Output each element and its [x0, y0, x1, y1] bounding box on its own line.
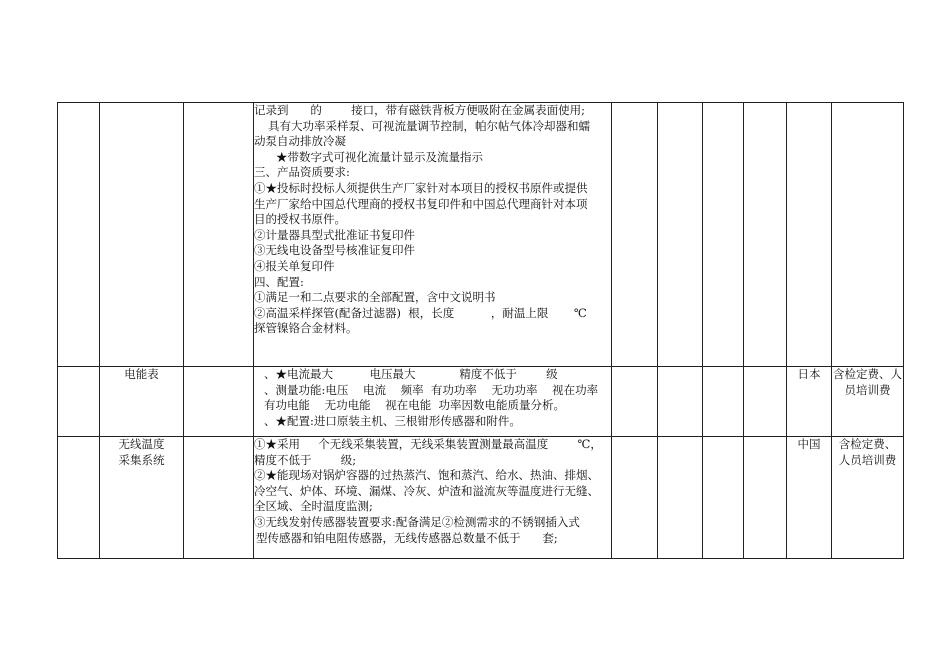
spec-line: 型传感器和铂电阻传感器，无线传感器总数量不低于 套;	[256, 530, 558, 545]
note-cell	[832, 103, 904, 367]
spec-line: 、测量功能:电压 电流 频率 有功功率 无功功率 视在功率	[264, 382, 599, 397]
spec-line: 动泵自动排放冷凝	[254, 134, 346, 149]
qty-cell	[612, 103, 658, 367]
spec-line: 目的授权书原件。	[254, 212, 346, 227]
seq-cell	[58, 103, 100, 367]
spec-line: 四、配置:	[254, 274, 304, 289]
spec-line: ②高温采样探管(配备过滤器) 根，长度 ，耐温上限 ℃	[254, 305, 587, 320]
spec-line: ④报关单复印件	[254, 258, 335, 273]
model-cell	[184, 367, 254, 437]
total-cell	[744, 103, 787, 367]
spec-line: 三、产品资质要求:	[254, 165, 350, 180]
item-name-cell	[100, 103, 184, 367]
qty-cell	[612, 367, 658, 437]
table-row	[58, 437, 904, 559]
origin-cell: 日本	[787, 367, 832, 437]
total-cell	[744, 367, 787, 437]
spec-line: 探管镍铬合金材料。	[254, 321, 358, 336]
item-name-cell: 无线温度采集系统	[100, 437, 184, 559]
price-cell	[703, 367, 744, 437]
spec-line: 具有大功率采样泵、可视流量调节控制，帕尔帖气体冷却器和蠕	[268, 118, 590, 133]
spec-cell	[254, 367, 612, 437]
origin-cell: 中国	[787, 437, 832, 559]
spec-line: ①★投标时投标人须提供生产厂家针对本项目的授权书原件或提供	[254, 180, 588, 195]
spec-line: 记录到 的 接口，带有磁铁背板方便吸附在金属表面使用;	[254, 103, 586, 117]
spec-line: ③无线发射传感器装置要求:配备满足②检测需求的不锈钢插入式	[254, 514, 580, 529]
spec-cell	[254, 437, 612, 559]
spec-cell	[254, 103, 612, 367]
seq-cell	[58, 367, 100, 437]
spec-line: ③无线电设备型号核准证复印件	[254, 243, 415, 258]
table-row	[58, 103, 904, 367]
spec-line: 生产厂家给中国总代理商的授权书复印件和中国总代理商针对本项	[254, 196, 588, 211]
table-row	[58, 367, 904, 437]
price-cell	[703, 103, 744, 367]
spec-line: ①★采用 个无线采集装置，无线采集装置测量最高温度 ℃，	[254, 437, 602, 451]
spec-line: ★带数字式可视化流量计显示及流量指示	[276, 149, 483, 164]
unit-cell	[658, 437, 703, 559]
note-cell: 含检定费、人员培训费	[832, 367, 904, 437]
origin-cell	[787, 103, 832, 367]
spec-line: 、★电流最大 电压最大 精度不低于 级	[264, 367, 558, 381]
model-cell	[184, 437, 254, 559]
spec-line: 精度不低于 级;	[254, 452, 357, 467]
unit-cell	[658, 103, 703, 367]
spec-line: 有功电能 无功电能 视在电能 功率因数电能质量分析。	[264, 398, 566, 413]
spec-line: 、★配置:进口原装主机、三根钳形传感器和附件。	[264, 413, 521, 428]
model-cell	[184, 103, 254, 367]
seq-cell	[58, 437, 100, 559]
price-cell	[703, 437, 744, 559]
spec-lines	[254, 437, 611, 546]
item-name-cell: 电能表	[100, 367, 184, 437]
spec-line: ①满足一和二点要求的全部配置，含中文说明书	[254, 290, 496, 305]
spec-line: ②★能现场对锅炉容器的过热蒸汽、饱和蒸汽、给水、热油、排烟、	[254, 468, 599, 483]
equipment-spec-table	[57, 102, 904, 559]
spec-line: 全区域、全时温度监测;	[254, 499, 373, 514]
total-cell	[744, 437, 787, 559]
note-cell: 含检定费、人员培训费	[832, 437, 904, 559]
spec-lines	[254, 367, 611, 429]
spec-line: 冷空气、炉体、环境、漏煤、冷灰、炉渣和溢流灰等温度进行无缝、	[254, 483, 599, 498]
unit-cell	[658, 367, 703, 437]
spec-lines	[254, 103, 611, 337]
spec-line: ②计量器具型式批准证书复印件	[254, 227, 415, 242]
qty-cell	[612, 437, 658, 559]
